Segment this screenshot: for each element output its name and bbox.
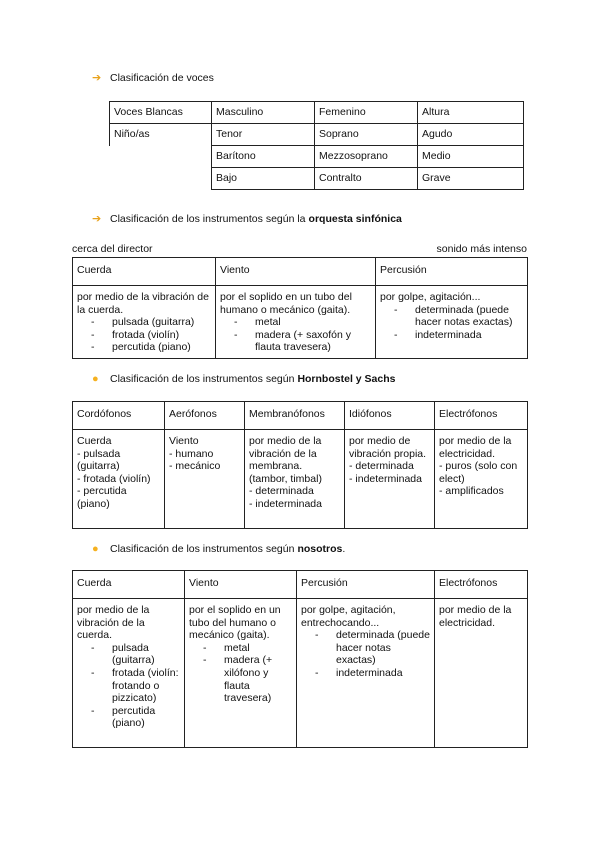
table-header-cell: Electrófonos xyxy=(435,571,528,599)
hornbostel-table xyxy=(72,401,528,529)
cell-line: - frotada (violín) xyxy=(77,472,151,485)
voces-heading xyxy=(92,72,214,85)
table-cell: Contralto xyxy=(315,168,418,190)
cell-line: (tambor, timbal) xyxy=(249,472,322,485)
table-cell: Medio xyxy=(418,146,524,168)
orquesta-label-left: cerca del director xyxy=(72,243,153,255)
list-item: - frotada (violín: frotando o pizzicato) xyxy=(91,667,180,705)
cell-line: - indeterminada xyxy=(349,472,422,485)
cell-line: - humano xyxy=(169,447,214,460)
nosotros-electrofonos-cell xyxy=(435,599,528,748)
orquesta-percusion-cell xyxy=(376,286,528,359)
list-item: - indeterminada xyxy=(315,667,430,680)
cell-line: - puros (solo con elect) xyxy=(439,460,518,485)
orquesta-heading-prefix: Clasificación de los instrumentos según la xyxy=(110,213,306,225)
table-header-cell: Aerófonos xyxy=(165,402,245,430)
table-row xyxy=(73,599,528,748)
cell-line: por medio de vibración propia. xyxy=(349,435,427,460)
table-header-row xyxy=(73,402,528,430)
cell-text: por el soplido en un tubo del humano o mecánico (gaita). xyxy=(220,291,352,316)
cell-line: - pulsada (guitarra) xyxy=(77,447,121,473)
dot-bullet-icon: ● xyxy=(92,373,99,385)
dash-list xyxy=(301,629,430,679)
table-header-row xyxy=(73,258,528,286)
orquesta-viento-cell xyxy=(216,286,376,359)
orquesta-heading xyxy=(92,213,402,226)
cell-text: por medio de la vibración de la cuerda. xyxy=(77,604,150,642)
list-item: - madera (+ xilófono y flauta travesera) xyxy=(203,654,292,704)
table-row xyxy=(110,168,524,190)
table-header-cell: Cordófonos xyxy=(73,402,165,430)
voces-table xyxy=(109,101,524,190)
cell-text: por golpe, agitación, entrechocando... xyxy=(301,604,396,629)
table-cell: Soprano xyxy=(315,124,418,146)
cell-line: - mecánico xyxy=(169,460,221,473)
orquesta-table xyxy=(72,257,528,359)
nosotros-heading-bold: nosotros xyxy=(297,543,343,555)
nosotros-table xyxy=(72,570,528,748)
table-row xyxy=(73,430,528,529)
dash-list xyxy=(380,304,523,342)
table-header-cell: Cuerda xyxy=(73,571,185,599)
table-header-cell: Idiófonos xyxy=(345,402,435,430)
voces-heading-text: Clasificación de voces xyxy=(110,72,214,84)
cell-line: Cuerda xyxy=(77,435,112,447)
list-item: - pulsada (guitarra) xyxy=(91,642,180,667)
arrow-bullet-icon: ➔ xyxy=(92,72,102,84)
list-item: - determinada (puede hacer notas exactas) xyxy=(394,304,523,329)
table-header-cell: Viento xyxy=(216,258,376,286)
table-header-cell: Cuerda xyxy=(73,258,216,286)
dash-list xyxy=(220,316,371,354)
list-item: - madera (+ saxofón y flauta travesera) xyxy=(234,329,371,354)
cell-text: por el soplido en un tubo del humano o mecánico (gaita). xyxy=(189,604,281,642)
table-cell: Niño/as xyxy=(110,124,212,146)
nosotros-viento-cell xyxy=(185,599,297,748)
membranofonos-cell xyxy=(245,430,345,529)
table-row xyxy=(110,102,524,124)
table-cell: Bajo xyxy=(212,168,315,190)
cell-line: - indeterminada xyxy=(249,497,322,510)
table-cell-empty xyxy=(110,146,212,168)
arrow-bullet-icon: ➔ xyxy=(92,213,102,225)
table-row xyxy=(73,286,528,359)
list-item: - pulsada (guitarra) xyxy=(91,316,211,329)
dash-list xyxy=(77,642,180,730)
table-cell: Tenor xyxy=(212,124,315,146)
nosotros-cuerda-cell xyxy=(73,599,185,748)
table-header-cell: Membranófonos xyxy=(245,402,345,430)
nosotros-percusion-cell xyxy=(297,599,435,748)
hornbostel-heading-prefix: Clasificación de los instrumentos según xyxy=(110,373,295,385)
electrofonos-cell xyxy=(435,430,528,529)
list-item: - percutida (piano) xyxy=(91,705,180,730)
cordofonos-cell xyxy=(73,430,165,529)
cell-line: - determinada xyxy=(349,460,414,473)
table-header-cell: Percusión xyxy=(376,258,528,286)
table-cell: Voces Blancas xyxy=(110,102,212,124)
orquesta-cuerda-cell xyxy=(73,286,216,359)
dash-list xyxy=(189,642,292,705)
table-cell: Mezzosoprano xyxy=(315,146,418,168)
list-item: - determinada (puede hacer notas exactas) xyxy=(315,629,430,667)
table-header-cell: Percusión xyxy=(297,571,435,599)
idiofonos-cell xyxy=(345,430,435,529)
dot-bullet-icon: ● xyxy=(92,543,99,555)
table-cell: Femenino xyxy=(315,102,418,124)
list-item: - frotada (violín) xyxy=(91,329,211,342)
cell-line: - percutida (piano) xyxy=(77,485,127,510)
cell-text: por medio de la electricidad. xyxy=(439,604,512,629)
hornbostel-heading xyxy=(92,373,395,386)
list-item: - metal xyxy=(203,642,292,655)
orquesta-heading-bold: orquesta sinfónica xyxy=(308,213,402,225)
table-header-cell: Viento xyxy=(185,571,297,599)
nosotros-heading-suffix: . xyxy=(342,543,346,555)
cell-line: - amplificados xyxy=(439,485,504,498)
dash-list xyxy=(77,316,211,354)
table-cell: Altura xyxy=(418,102,524,124)
table-header-cell: Electrófonos xyxy=(435,402,528,430)
table-cell: Masculino xyxy=(212,102,315,124)
aerofonos-cell xyxy=(165,430,245,529)
table-row xyxy=(110,124,524,146)
orquesta-label-right: sonido más intenso xyxy=(436,243,527,255)
nosotros-heading-prefix: Clasificación de los instrumentos según xyxy=(110,543,295,555)
table-header-row xyxy=(73,571,528,599)
nosotros-heading xyxy=(92,543,345,556)
table-cell: Barítono xyxy=(212,146,315,168)
list-item: - percutida (piano) xyxy=(91,341,211,354)
hornbostel-heading-bold: Hornbostel y Sachs xyxy=(297,373,396,385)
table-cell: Grave xyxy=(418,168,524,190)
table-row xyxy=(110,146,524,168)
cell-line: por medio de la vibración de la membrana. xyxy=(249,435,322,473)
table-cell: Agudo xyxy=(418,124,524,146)
cell-line: - determinada xyxy=(249,485,314,498)
cell-line: Viento xyxy=(169,435,199,447)
list-item: - indeterminada xyxy=(394,329,523,342)
cell-line: por medio de la electricidad. xyxy=(439,435,512,460)
table-cell-empty xyxy=(110,168,212,190)
list-item: - metal xyxy=(234,316,371,329)
cell-text: por medio de la vibración de la cuerda. xyxy=(77,291,209,316)
cell-text: por golpe, agitación... xyxy=(380,291,481,303)
